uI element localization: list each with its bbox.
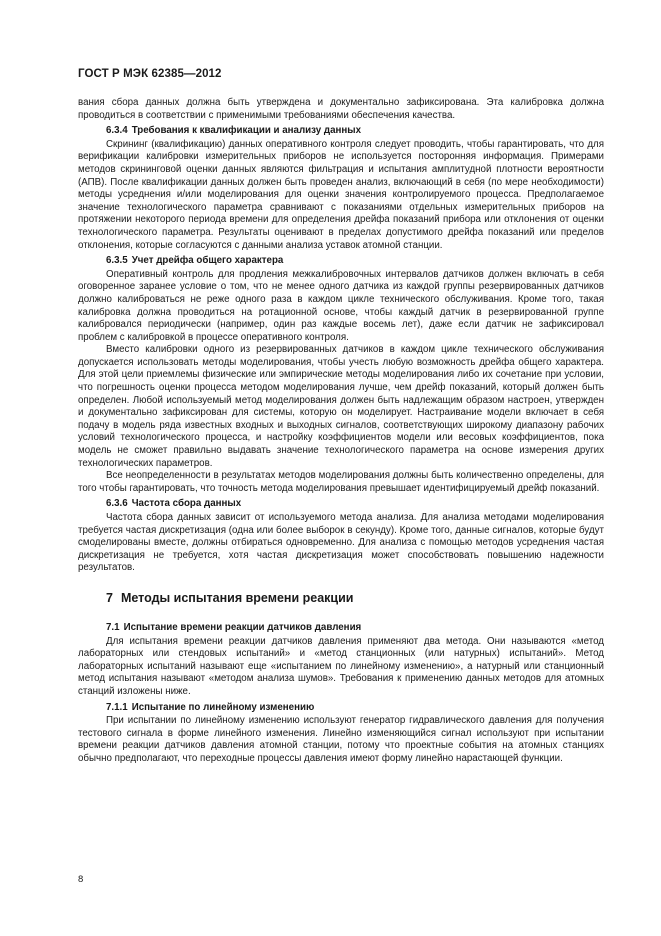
heading-number: 7.1 — [106, 621, 120, 633]
paragraph: Скрининг (квалификацию) данных оперативного контроля следует проводить, чтобы гарантировать, что для верификации калибровки измерительных приборов не используется посторонняя информация. Примерами методов скрининговой оценки данных являются фильтрация и испытания амплитудной плотности вероятности (АПВ). После квалификации данных должен быть проведен анализ, включающий в себя (по мере необходимости) методы усреднения и/или моделирования для оценки значения контролируемого процесса. Предполагаемое значение технологического параметра сравнивают с показаниями отдельных измерительных приборов на протяжении некоторого периода времени для определения дрейфа показаний прибора или отклонения от оценки технологического параметра. Результаты оценивают в пределах допустимого дрейфа показаний или пределов отклонения, которые согласуются с данными анализа уставок атомной станции. — [78, 138, 604, 251]
paragraph: Частота сбора данных зависит от используемого метода анализа. Для анализа методами моделирования требуется частая дискретизация (одна или более выборок в секунду). Кроме того, данные сигналов, которые будут смоделированы вместе, должны отбираться одновременно. Для анализа с помощью методов усреднения частая дискретизация не требуется, хотя частая дискретизация может способствовать повышению надежности результатов. — [78, 512, 604, 574]
standard-header: ГОСТ Р МЭК 62385—2012 — [78, 68, 222, 80]
heading-number: 7 — [106, 590, 113, 605]
heading-number: 7.1.1 — [106, 701, 128, 713]
heading-text: Испытание по линейному изменению — [131, 701, 315, 713]
subsection-heading — [78, 622, 604, 635]
heading-text: Требования к квалификации и анализу данных — [131, 125, 362, 137]
subsection-heading — [78, 498, 604, 511]
heading-text: Испытание времени реакции датчиков давления — [123, 621, 362, 633]
paragraph: Для испытания времени реакции датчиков давления применяют два метода. Они называются «метод лабораторных или стендовых испытаний» и «метод станционных (или натурных) испытаний». Метод лабораторных испытаний называют еще «испытанием по линейному изменению», а натурный или станционный метод испытания называют «методом анализа шумов». Требования к применению данных методов для атомных станций изложены ниже. — [78, 635, 604, 697]
subsection-heading — [78, 125, 604, 138]
heading-text: Частота сбора данных — [131, 498, 242, 510]
heading-number: 6.3.4 — [106, 125, 128, 137]
heading-text: Учет дрейфа общего характера — [131, 255, 284, 267]
document-body — [78, 97, 604, 766]
heading-number: 6.3.5 — [106, 255, 128, 267]
heading-text: Методы испытания времени реакции — [120, 590, 354, 605]
paragraph: Все неопределенности в результатах методов моделирования должны быть количественно определены, для того чтобы гарантировать, что точность метода моделирования превышает идентифицируемый дрейф показаний. — [78, 470, 604, 494]
paragraph: При испытании по линейному изменению используют генератор гидравлического давления для получения тестового сигнала в форме линейного изменения. Линейно изменяющийся сигнал используют при испытании времени реакции датчиков давления атомной станции, потому что проектные события на атомных станциях обычно предполагают, что переходные процессы давления имеют форму линейно нарастающей функции. — [78, 715, 604, 764]
subsection-heading — [78, 702, 604, 715]
paragraph: Вместо калибровки одного из резервированных датчиков в каждом цикле технического обслуживания допускается использовать методы моделирования, чтобы учесть любую возможность дрейфа общего характера. Для этой цели приемлемы физические или эмпирические методы моделирования либо их сочетание при условии, что погрешность оценки процесса методом моделирования лучше, чем дрейф показаний, который должен быть определен. Любой используемый метод моделирования должен быть надлежащим образом настроен, утвержден и документально зафиксирован для системы, которую он моделирует. Настраивание модели включает в себя подачу в модель ряда известных входных и выходных сигналов, соответствующих широкому диапазону рабочих условий технологического процесса, и настройку коэффициентов модели или весовых коэффициентов, пока модель не сможет правильно выдавать значение технологического параметра на основе измерения других технологических параметров. — [78, 344, 604, 469]
section-heading — [78, 591, 604, 606]
subsection-heading — [78, 255, 604, 268]
page-number: 8 — [78, 874, 84, 885]
paragraph: вания сбора данных должна быть утверждена и документально зафиксирована. Эта калибровка должна проводиться в соответствии с применимыми требованиями обеспечения качества. — [78, 97, 604, 121]
heading-number: 6.3.6 — [106, 498, 128, 510]
paragraph: Оперативный контроль для продления межкалибровочных интервалов датчиков должен включать в себя оговоренное заранее условие о том, что не менее одного датчика из каждой группы резервированных датчиков должно калиброваться не реже одного раза в каждом цикле технического обслуживания. Кроме того, такая калибровка должна проводиться на ротационной основе, чтобы каждый датчик в резервированной группе калибровался периодически (например, один раз каждые восемь лет), даже если датчик не зафиксировал проблем с калибровкой в процессе оперативного контроля. — [78, 268, 604, 343]
